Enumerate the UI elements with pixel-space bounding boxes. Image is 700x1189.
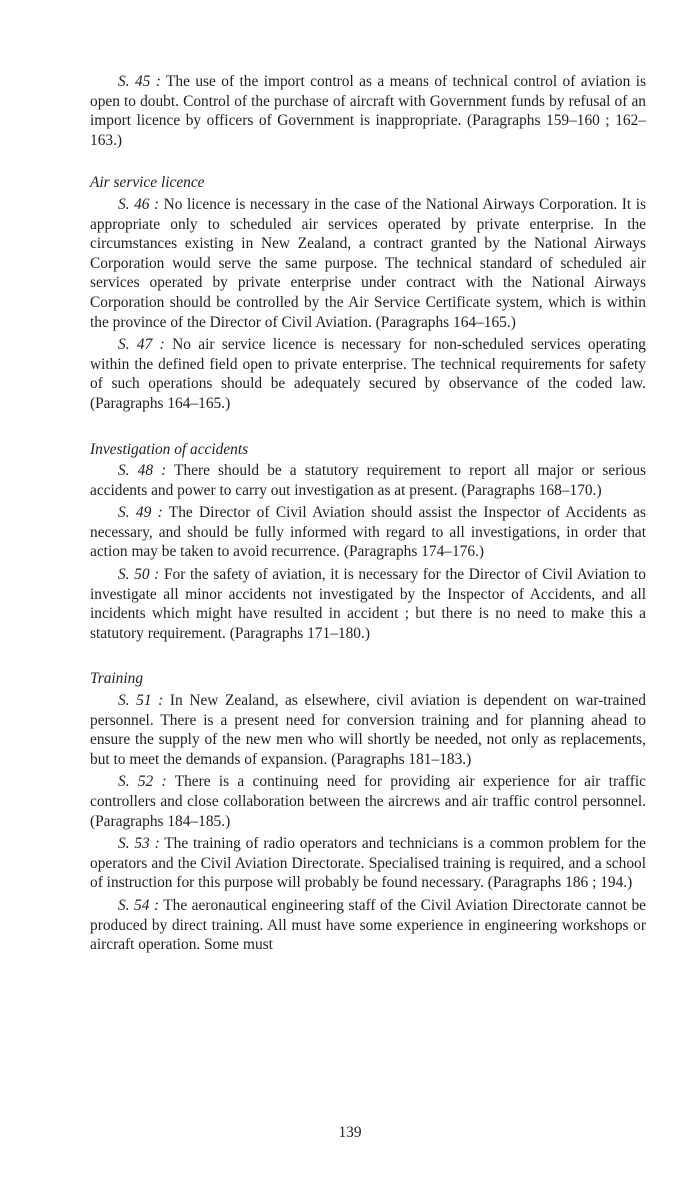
- recommendation-s52: [90, 772, 646, 831]
- section-heading: Investigation of accidents: [90, 440, 249, 458]
- intro-section: [90, 72, 646, 150]
- recommendation-label: S. 49 :: [118, 504, 163, 522]
- recommendation-s54: [90, 896, 646, 955]
- recommendation-text: There is a continuing need for providing air experience for air traffic controllers and close collaboration between the aircrews and air traffic control personnel. (Paragraphs 184–185.): [90, 773, 646, 830]
- recommendation-label: S. 46 :: [118, 195, 160, 213]
- recommendation-label: S. 52 :: [118, 773, 167, 791]
- page-body: [90, 72, 646, 958]
- recommendation-s50: [90, 565, 646, 643]
- page-number: 139: [338, 1124, 362, 1141]
- section-heading: Air service licence: [90, 174, 205, 192]
- recommendation-s47: [90, 335, 646, 413]
- recommendation-text: There should be a statutory requirement to report all major or serious accidents and power to carry out investigation as at present. (Paragraphs 168–170.): [90, 462, 647, 499]
- recommendation-label: S. 45 :: [118, 73, 161, 90]
- section-training: [90, 669, 646, 954]
- recommendation-s49: [90, 503, 646, 562]
- recommendation-text: The Director of Civil Aviation should assist the Inspector of Accidents as necessary, and should be fully informed with regard to all investigations, in order that action may be taken to avoid recurrence. (Paragraphs 174–176.): [90, 504, 646, 561]
- recommendation-text: For the safety of aviation, it is necessary for the Director of Civil Aviation to investigate all minor accidents not investigated by the Inspector of Accidents, and all incidents which might have resulted in accident ; but there is no need to make this a statutory requirement. (Paragraphs 171–180.): [90, 566, 646, 642]
- recommendation-text: The aeronautical engineering staff of the Civil Aviation Directorate cannot be produced by direct training. All must have some experience in engineering workshops or aircraft operation. Some must: [90, 896, 646, 954]
- recommendation-text: The use of the import control as a means of technical control of aviation is open to doubt. Control of the purchase of aircraft with Government funds by refusal of an import licence by officers of Government is inappropriate. (Paragraphs 159–160 ; 162–163.): [90, 73, 646, 149]
- recommendation-s45: [90, 72, 646, 150]
- recommendation-label: S. 54 :: [118, 896, 160, 914]
- recommendation-label: S. 50 :: [118, 566, 160, 584]
- recommendation-s53: [90, 834, 646, 893]
- recommendation-text: The training of radio operators and technicians is a common problem for the operators and the Civil Aviation Directorate. Specialised training is required, and a school of instruction for this purpose will probably be found necessary. (Paragraphs 186 ; 194.): [90, 835, 646, 892]
- recommendation-label: S. 47 :: [118, 336, 165, 354]
- section-investigation-of-accidents: [90, 440, 646, 644]
- recommendation-s46: [90, 195, 646, 332]
- recommendation-text: No licence is necessary in the case of the National Airways Corporation. It is appropriate only to scheduled air services operated by private enterprise. In the circumstances existing in New Zealand, a contract granted by the National Airways Corporation would serve the same purpose. The technical standard of scheduled air services operated by private enterprise under contract with the National Airways Corporation should be controlled by the Air Service Certificate system, which is within the province of the Director of Civil Aviation. (Paragraphs 164–165.): [90, 195, 646, 331]
- recommendation-s51: [90, 691, 646, 769]
- section-air-service-licence: [90, 173, 646, 413]
- recommendation-label: S. 48 :: [118, 462, 167, 480]
- recommendation-text: In New Zealand, as elsewhere, civil aviation is dependent on war-trained personnel. There is a present need for conversion training and for planning ahead to ensure the supply of the new men who will shortly be needed, not only as replacements, but to meet the demands of expansion. (Paragraphs 181–183.): [90, 692, 646, 768]
- recommendation-text: No air service licence is necessary for non-scheduled services operating within the defined field open to private enterprise. The technical requirements for safety of such operations should be adequately secured by observance of the coded law. (Paragraphs 164–165.): [90, 336, 646, 412]
- section-heading: Training: [90, 670, 144, 688]
- recommendation-label: S. 53 :: [118, 835, 160, 853]
- recommendation-s48: [90, 461, 646, 500]
- recommendation-label: S. 51 :: [118, 692, 164, 710]
